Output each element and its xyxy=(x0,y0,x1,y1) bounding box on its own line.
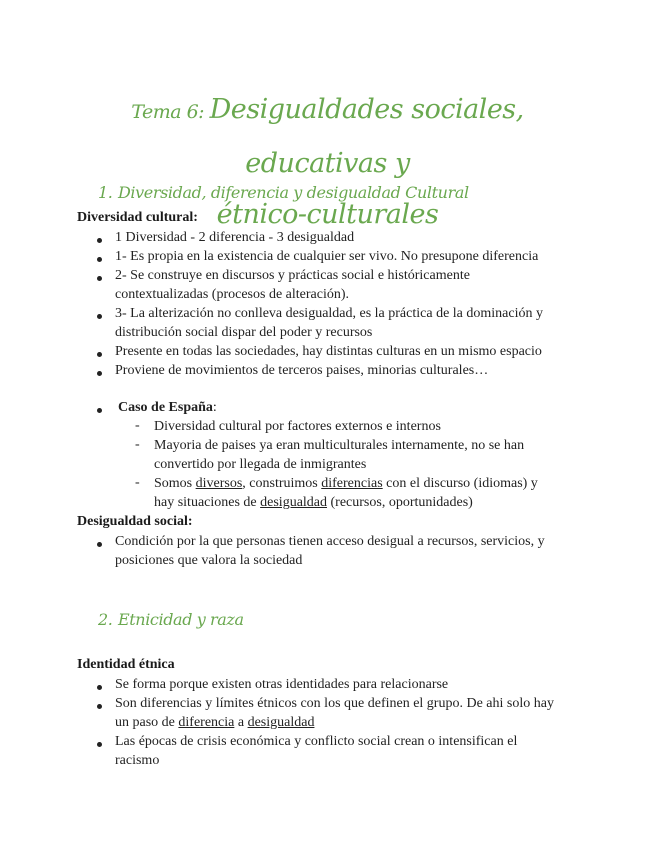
list-item: 2- Se construye en discursos y prácticas social e históricamente xyxy=(115,268,470,283)
diversidad-label: Diversidad cultural: xyxy=(77,210,198,225)
title-line1: Desigualdades sociales, educativas y xyxy=(209,94,524,179)
section2-heading-text: Etnicidad y raza xyxy=(118,610,244,629)
text-run: a xyxy=(234,715,248,730)
caso-espana xyxy=(118,400,217,416)
text-run: , construimos xyxy=(242,476,322,491)
sub-item-cont xyxy=(154,495,473,511)
bullet-dot xyxy=(97,314,102,319)
underlined-term: diferencias xyxy=(321,476,383,491)
text-run: Somos xyxy=(154,476,196,491)
sub-item-cont: convertido por llegada de inmigrantes xyxy=(154,457,367,472)
sub-item: Diversidad cultural por factores externos e internos xyxy=(154,419,441,434)
list-item-cont: contextualizadas (procesos de alteración). xyxy=(115,287,350,302)
bullet-dot xyxy=(97,257,102,262)
list-item: 3- La alterización no conlleva desigualdad, es la práctica de la dominación y xyxy=(115,306,543,321)
list-item: Proviene de movimientos de terceros paises, minorias culturales… xyxy=(115,363,489,378)
title-prefix: Tema 6: xyxy=(131,101,210,123)
list-item-cont: racismo xyxy=(115,753,160,768)
bullet-dot xyxy=(97,371,102,376)
identidad-label: Identidad étnica xyxy=(77,657,175,672)
desigualdad-label: Desigualdad social: xyxy=(77,514,193,529)
bullet-dot xyxy=(97,542,102,547)
underlined-term: diferencia xyxy=(178,715,235,730)
list-item-cont: posiciones que valora la sociedad xyxy=(115,553,303,568)
list-item: Se forma porque existen otras identidades para relacionarse xyxy=(115,677,449,692)
underlined-term: desigualdad xyxy=(247,715,315,730)
bullet-dot xyxy=(97,352,102,357)
list-item-cont: distribución social dispar del poder y recursos xyxy=(115,325,373,340)
title-line2: étnico-culturales xyxy=(216,199,439,230)
list-item: 1- Es propia en la existencia de cualquier ser vivo. No presupone diferencia xyxy=(115,249,539,264)
section2-number: 2. xyxy=(98,610,113,629)
section1-heading xyxy=(98,183,469,202)
underlined-term: diversos xyxy=(195,476,243,491)
list-item: Presente en todas las sociedades, hay distintas culturas en un mismo espacio xyxy=(115,344,542,359)
bullet-dot xyxy=(97,238,102,243)
list-item: Son diferencias y límites étnicos con los que definen el grupo. De ahi solo hay xyxy=(115,696,554,711)
caso-espana-label: Caso de España xyxy=(118,400,213,415)
bullet-dot xyxy=(97,742,102,747)
section2-heading xyxy=(98,610,244,629)
section1-number: 1. xyxy=(98,183,113,202)
dash-marker: - xyxy=(135,437,140,452)
caso-colon: : xyxy=(212,400,217,415)
dash-marker: - xyxy=(135,418,140,433)
bullet-dot xyxy=(97,408,102,413)
bullet-dot xyxy=(97,685,102,690)
section1-heading-text: Diversidad, diferencia y desigualdad Cultural xyxy=(118,183,469,202)
underlined-term: desigualdad xyxy=(260,495,328,510)
text-run: hay situaciones de xyxy=(154,495,261,510)
sub-item: Mayoria de paises ya eran multiculturales internamente, no se han xyxy=(154,438,525,453)
text-run: un paso de xyxy=(115,715,179,730)
list-item: 1 Diversidad - 2 diferencia - 3 desigualdad xyxy=(115,230,355,245)
list-item-cont xyxy=(115,715,314,731)
bullet-dot xyxy=(97,276,102,281)
dash-marker: - xyxy=(135,475,140,490)
list-item: Condición por la que personas tienen acceso desigual a recursos, servicios, y xyxy=(115,534,545,549)
text-run: con el discurso (idiomas) y xyxy=(382,476,538,491)
text-run: (recursos, oportunidades) xyxy=(327,495,473,510)
bullet-dot xyxy=(97,704,102,709)
list-item: Las épocas de crisis económica y conflicto social crean o intensifican el xyxy=(115,734,518,749)
sub-item xyxy=(154,476,538,492)
